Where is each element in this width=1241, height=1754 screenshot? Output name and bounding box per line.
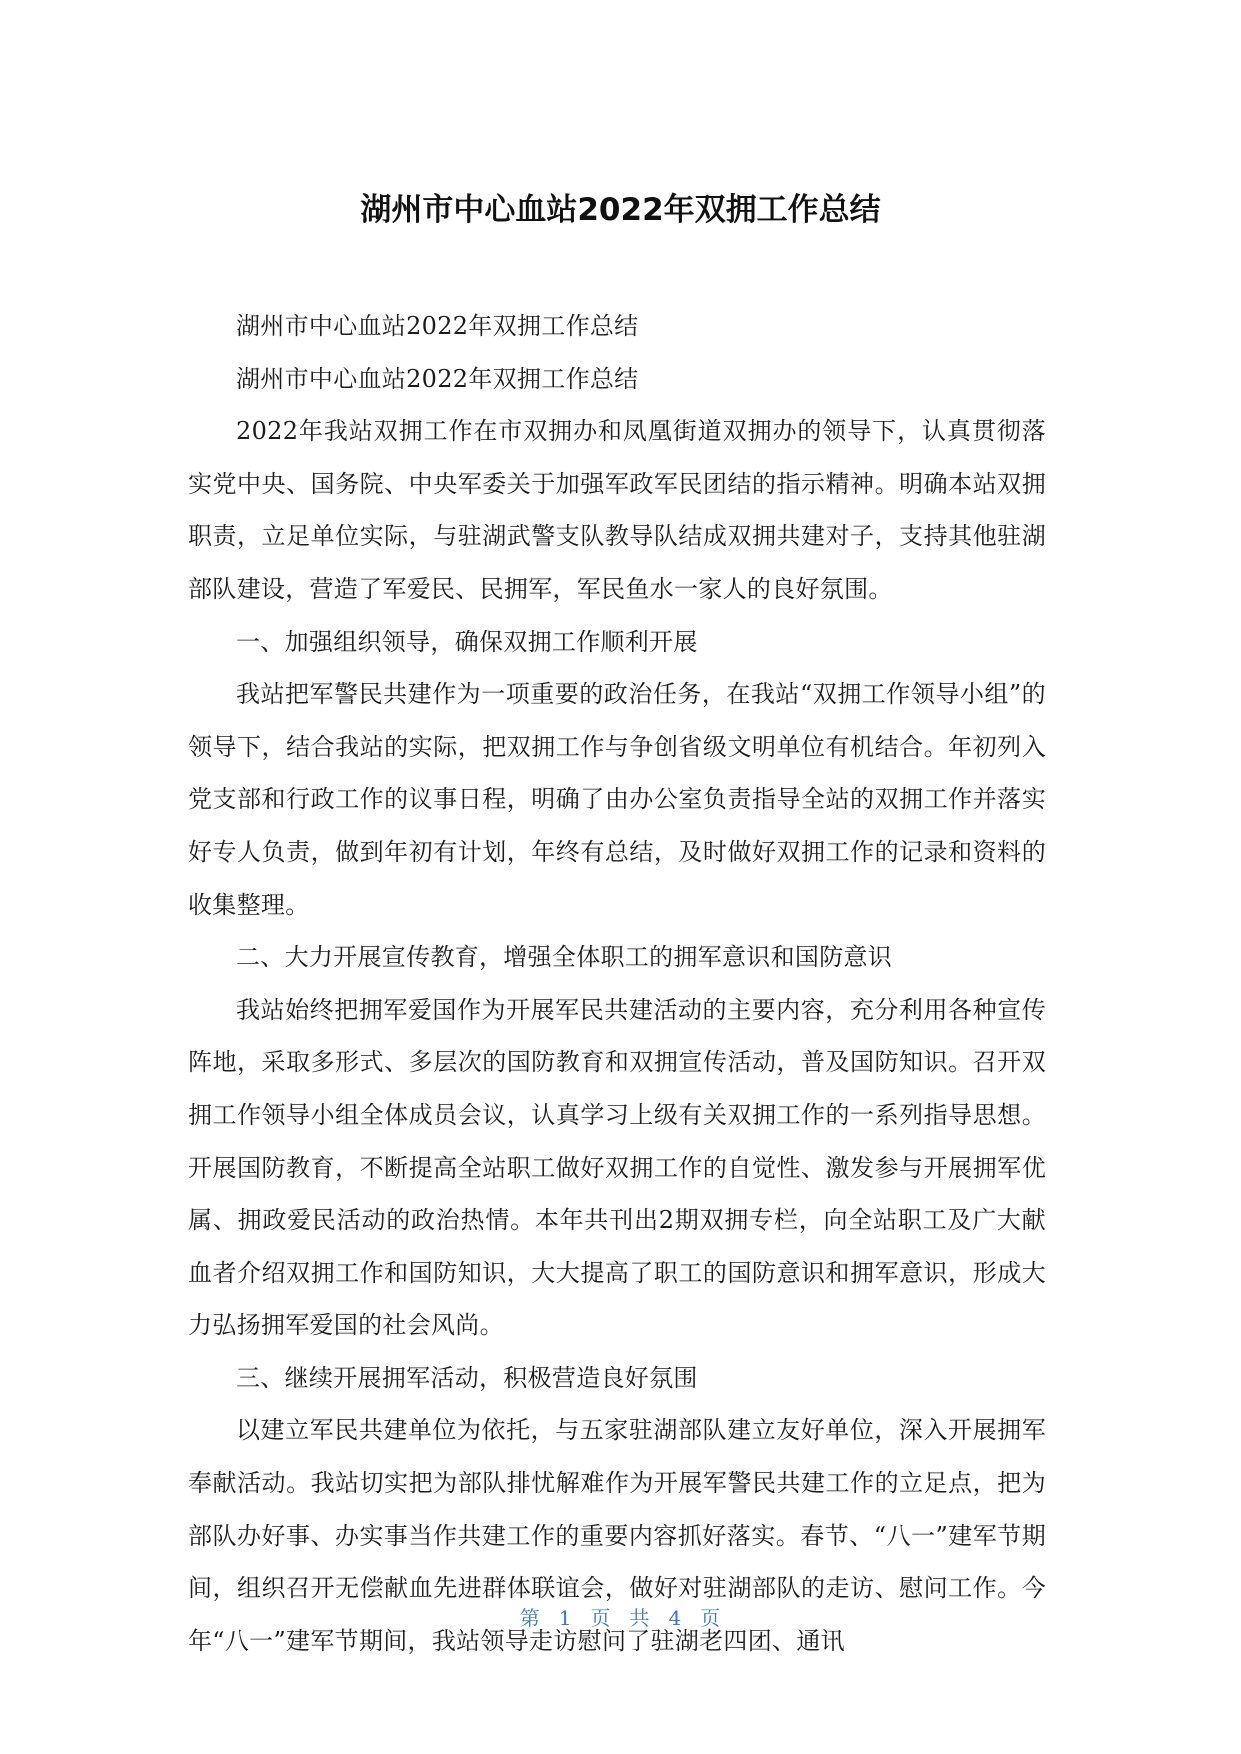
paragraph-section-2: 我站始终把拥军爱国作为开展军民共建活动的主要内容，充分利用各种宣传阵地，采取多形式、多层次的国防教育和双拥宣传活动，普及国防知识。召开双拥工作领导小组全体成员会议，认真学习上级有关双拥工作的一系列指导思想。开展国防教育，不断提高全站职工做好双拥工作的自觉性、激发参与开展拥军优属、拥政爱民活动的政治热情。本年共刊出2期双拥专栏，向全站职工及广大献血者介绍双拥工作和国防知识，大大提高了职工的国防意识和拥军意识，形成大力弘扬拥军爱国的社会风尚。 — [188, 995, 1046, 1340]
footer-total-pages: 4 — [668, 1606, 683, 1630]
document-body — [188, 300, 1046, 1667]
footer-label-page: 第 — [519, 1606, 541, 1630]
footer-label-of: 页 — [590, 1606, 612, 1630]
footer-label-pages: 页 — [700, 1606, 722, 1630]
paragraph-subtitle-1: 湖州市中心血站2022年双拥工作总结 — [236, 312, 639, 340]
footer-label-total: 共 — [629, 1606, 651, 1630]
footer-current-page: 1 — [558, 1606, 573, 1630]
section-heading-1: 一、加强组织领导，确保双拥工作顺利开展 — [236, 627, 698, 656]
paragraph-section-1: 我站把军警民共建作为一项重要的政治任务，在我站“双拥工作领导小组”的领导下，结合我站的实际，把双拥工作与争创省级文明单位有机结合。年初列入党支部和行政工作的议事日程，明确了由办公室负责指导全站的双拥工作并落实好专人负责，做到年初有计划，年终有总结，及时做好双拥工作的记录和资料的收集整理。 — [188, 680, 1046, 919]
document-title: 湖州市中心血站2022年双拥工作总结 — [360, 192, 881, 228]
paragraph-subtitle-2: 湖州市中心血站2022年双拥工作总结 — [236, 364, 639, 393]
paragraph-intro: 2022年我站双拥工作在市双拥办和凤凰街道双拥办的领导下，认真贯彻落实党中央、国务院、中央军委关于加强军政军民团结的指示精神。明确本站双拥职责，立足单位实际，与驻湖武警支队教导队结成双拥共建对子，支持其他驻湖部队建设，营造了军爱民、民拥军，军民鱼水一家人的良好氛围。 — [188, 417, 1046, 603]
paragraph-section-3: 以建立军民共建单位为依托，与五家驻湖部队建立友好单位，深入开展拥军奉献活动。我站切实把为部队排忧解难作为开展军警民共建工作的立足点，把为部队办好事、办实事当作共建工作的重要内容抓好落实。春节、“八一”建军节期间，组织召开无偿献血先进群体联谊会，做好对驻湖部队的走访、慰问工作。今年“八一”建军节期间，我站领导走访慰问了驻湖老四团、通讯 — [188, 1416, 1046, 1655]
section-heading-2: 二、大力开展宣传教育，增强全体职工的拥军意识和国防意识 — [236, 943, 893, 972]
page-number-footer — [0, 1604, 1241, 1632]
section-heading-3: 三、继续开展拥军活动，积极营造良好氛围 — [236, 1363, 698, 1392]
